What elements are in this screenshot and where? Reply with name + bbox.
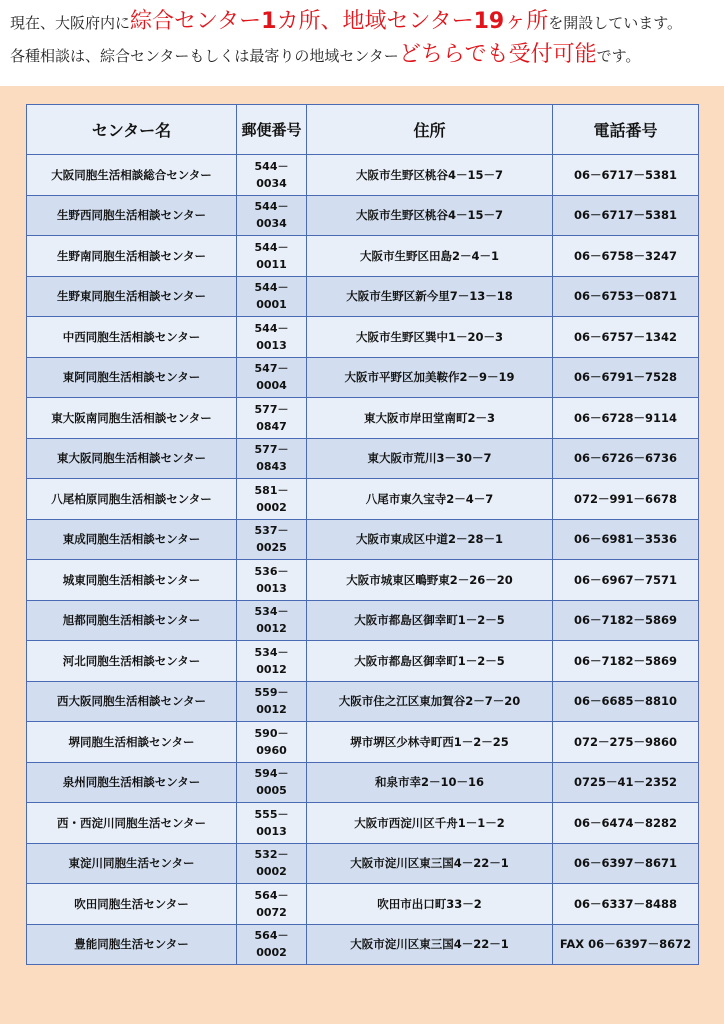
table-row	[27, 195, 699, 236]
address-cell: 堺市堺区少林寺町西1－2－25	[307, 722, 553, 763]
center-name-cell: 東淀川同胞生活センター	[27, 843, 237, 884]
phone-cell: 06－7182－5869	[553, 600, 699, 641]
header-zip: 郵便番号	[237, 105, 307, 155]
zip-part-1: 544－	[254, 321, 289, 335]
zip-part-2: 0002	[256, 946, 287, 960]
address-cell: 大阪市淀川区東三国4－22－1	[307, 843, 553, 884]
zip-part-1: 581－	[254, 483, 289, 497]
table-row	[27, 438, 699, 479]
table-row	[27, 924, 699, 965]
zip-part-1: 544－	[254, 200, 289, 214]
table-row	[27, 884, 699, 925]
phone-cell: 06－6717－5381	[553, 195, 699, 236]
table-header-row	[27, 105, 699, 155]
zip-cell	[237, 195, 307, 236]
phone-cell: 06－6967－7571	[553, 560, 699, 601]
zip-part-1: 559－	[254, 686, 289, 700]
phone-cell: 06－6337－8488	[553, 884, 699, 925]
phone-cell: 06－6685－8810	[553, 681, 699, 722]
zip-cell	[237, 803, 307, 844]
table-row	[27, 762, 699, 803]
center-name-cell: 堺同胞生活相談センター	[27, 722, 237, 763]
center-name-cell: 豊能同胞生活センター	[27, 924, 237, 965]
address-cell: 東大阪市岸田堂南町2－3	[307, 398, 553, 439]
zip-cell	[237, 276, 307, 317]
phone-cell: 06－7182－5869	[553, 641, 699, 682]
center-table	[26, 104, 699, 965]
zip-cell	[237, 681, 307, 722]
address-cell: 大阪市西淀川区千舟1－1－2	[307, 803, 553, 844]
address-cell: 大阪市都島区御幸町1－2－5	[307, 641, 553, 682]
zip-cell	[237, 357, 307, 398]
table-row	[27, 600, 699, 641]
phone-cell: 06－6717－5381	[553, 155, 699, 196]
zip-cell	[237, 884, 307, 925]
center-name-cell: 東成同胞生活相談センター	[27, 519, 237, 560]
zip-part-2: 0011	[256, 257, 287, 271]
table-row	[27, 722, 699, 763]
zip-cell	[237, 641, 307, 682]
phone-cell: 06－6757－1342	[553, 317, 699, 358]
address-cell: 大阪市生野区桃谷4－15－7	[307, 155, 553, 196]
phone-cell: 072－275－9860	[553, 722, 699, 763]
zip-part-1: 536－	[254, 564, 289, 578]
zip-part-2: 0012	[256, 662, 287, 676]
table-row	[27, 843, 699, 884]
phone-cell: 06－6474－8282	[553, 803, 699, 844]
zip-part-1: 544－	[254, 281, 289, 295]
zip-part-1: 534－	[254, 645, 289, 659]
zip-part-1: 564－	[254, 888, 289, 902]
address-cell: 大阪市生野区巽中1－20－3	[307, 317, 553, 358]
zip-cell	[237, 438, 307, 479]
center-name-cell: 西・西淀川同胞生活センター	[27, 803, 237, 844]
intro-line1-pre: 現在、大阪府内に	[10, 14, 131, 32]
address-cell: 大阪市生野区田島2－4－1	[307, 236, 553, 277]
table-body	[27, 155, 699, 965]
zip-part-1: 544－	[254, 240, 289, 254]
zip-cell	[237, 236, 307, 277]
header-center-name: センター名	[27, 105, 237, 155]
zip-cell	[237, 398, 307, 439]
zip-part-2: 0001	[256, 298, 287, 312]
center-name-cell: 生野南同胞生活相談センター	[27, 236, 237, 277]
zip-cell	[237, 317, 307, 358]
zip-part-2: 0072	[256, 905, 287, 919]
zip-part-2: 0013	[256, 581, 287, 595]
zip-cell	[237, 479, 307, 520]
zip-part-1: 544－	[254, 159, 289, 173]
zip-part-1: 590－	[254, 726, 289, 740]
address-cell: 大阪市生野区桃谷4－15－7	[307, 195, 553, 236]
phone-cell: 06－6758－3247	[553, 236, 699, 277]
center-name-cell: 河北同胞生活相談センター	[27, 641, 237, 682]
intro-line2-post: です。	[596, 47, 641, 65]
table-row	[27, 803, 699, 844]
zip-part-2: 0002	[256, 500, 287, 514]
center-name-cell: 中西同胞生活相談センター	[27, 317, 237, 358]
address-cell: 和泉市幸2－10－16	[307, 762, 553, 803]
zip-cell	[237, 762, 307, 803]
table-row	[27, 398, 699, 439]
center-name-cell: 生野東同胞生活相談センター	[27, 276, 237, 317]
phone-cell: 06－6397－8671	[553, 843, 699, 884]
center-name-cell: 東大阪南同胞生活相談センター	[27, 398, 237, 439]
table-row	[27, 560, 699, 601]
zip-part-1: 555－	[254, 807, 289, 821]
address-cell: 吹田市出口町33－2	[307, 884, 553, 925]
zip-part-1: 577－	[254, 443, 289, 457]
address-cell: 大阪市淀川区東三国4－22－1	[307, 924, 553, 965]
center-name-cell: 城東同胞生活相談センター	[27, 560, 237, 601]
zip-cell	[237, 722, 307, 763]
table-row	[27, 236, 699, 277]
zip-part-2: 0012	[256, 703, 287, 717]
zip-part-1: 594－	[254, 767, 289, 781]
zip-part-1: 564－	[254, 929, 289, 943]
zip-cell	[237, 600, 307, 641]
zip-part-1: 537－	[254, 524, 289, 538]
address-cell: 大阪市東成区中道2－28－1	[307, 519, 553, 560]
zip-part-2: 0960	[256, 743, 287, 757]
phone-cell: 06－6726－6736	[553, 438, 699, 479]
zip-part-2: 0005	[256, 784, 287, 798]
zip-part-2: 0012	[256, 622, 287, 636]
table-row	[27, 519, 699, 560]
phone-cell: 072－991－6678	[553, 479, 699, 520]
intro-text	[10, 6, 724, 72]
zip-part-2: 0002	[256, 865, 287, 879]
intro-line1-post: を開設しています。	[548, 14, 683, 32]
zip-part-2: 0847	[256, 419, 287, 433]
intro-highlight-any: どちらでも受付可能	[398, 42, 597, 67]
phone-cell: 06－6791－7528	[553, 357, 699, 398]
address-cell: 大阪市住之江区東加賀谷2－7－20	[307, 681, 553, 722]
center-name-cell: 東阿同胞生活相談センター	[27, 357, 237, 398]
zip-cell	[237, 519, 307, 560]
zip-part-1: 534－	[254, 605, 289, 619]
center-name-cell: 旭都同胞生活相談センター	[27, 600, 237, 641]
zip-part-1: 547－	[254, 362, 289, 376]
center-name-cell: 西大阪同胞生活相談センター	[27, 681, 237, 722]
zip-part-2: 0034	[256, 217, 287, 231]
table-row	[27, 681, 699, 722]
address-cell: 大阪市生野区新今里7－13－18	[307, 276, 553, 317]
table-row	[27, 357, 699, 398]
center-name-cell: 泉州同胞生活相談センター	[27, 762, 237, 803]
header-address: 住所	[307, 105, 553, 155]
address-cell: 大阪市城東区鴫野東2－26－20	[307, 560, 553, 601]
zip-part-2: 0843	[256, 460, 287, 474]
zip-part-1: 577－	[254, 402, 289, 416]
table-row	[27, 276, 699, 317]
address-cell: 東大阪市荒川3－30－7	[307, 438, 553, 479]
zip-part-2: 0013	[256, 338, 287, 352]
center-name-cell: 東大阪同胞生活相談センター	[27, 438, 237, 479]
table-row	[27, 317, 699, 358]
zip-part-2: 0034	[256, 176, 287, 190]
intro-highlight-general: 綜合センター1カ所、地域センター19ヶ所	[130, 9, 549, 34]
intro-line2-pre: 各種相談は、綜合センターもしくは最寄りの地域センター	[10, 47, 399, 65]
zip-cell	[237, 843, 307, 884]
zip-cell	[237, 924, 307, 965]
zip-cell	[237, 560, 307, 601]
address-cell: 大阪市平野区加美鞍作2－9－19	[307, 357, 553, 398]
phone-cell: 06－6981－3536	[553, 519, 699, 560]
table-row	[27, 155, 699, 196]
intro-line-1	[10, 6, 724, 39]
center-name-cell: 吹田同胞生活センター	[27, 884, 237, 925]
table-row	[27, 641, 699, 682]
center-name-cell: 八尾柏原同胞生活相談センター	[27, 479, 237, 520]
address-cell: 大阪市都島区御幸町1－2－5	[307, 600, 553, 641]
phone-cell: 06－6753－0871	[553, 276, 699, 317]
phone-cell: 0725－41－2352	[553, 762, 699, 803]
center-name-cell: 生野西同胞生活相談センター	[27, 195, 237, 236]
intro-line-2	[10, 39, 724, 72]
zip-cell	[237, 155, 307, 196]
zip-part-2: 0013	[256, 824, 287, 838]
zip-part-2: 0004	[256, 379, 287, 393]
table-row	[27, 479, 699, 520]
zip-part-2: 0025	[256, 541, 287, 555]
zip-part-1: 532－	[254, 848, 289, 862]
phone-cell: FAX 06－6397－8672	[553, 924, 699, 965]
center-name-cell: 大阪同胞生活相談総合センター	[27, 155, 237, 196]
header-phone: 電話番号	[553, 105, 699, 155]
phone-cell: 06－6728－9114	[553, 398, 699, 439]
address-cell: 八尾市東久宝寺2－4－7	[307, 479, 553, 520]
